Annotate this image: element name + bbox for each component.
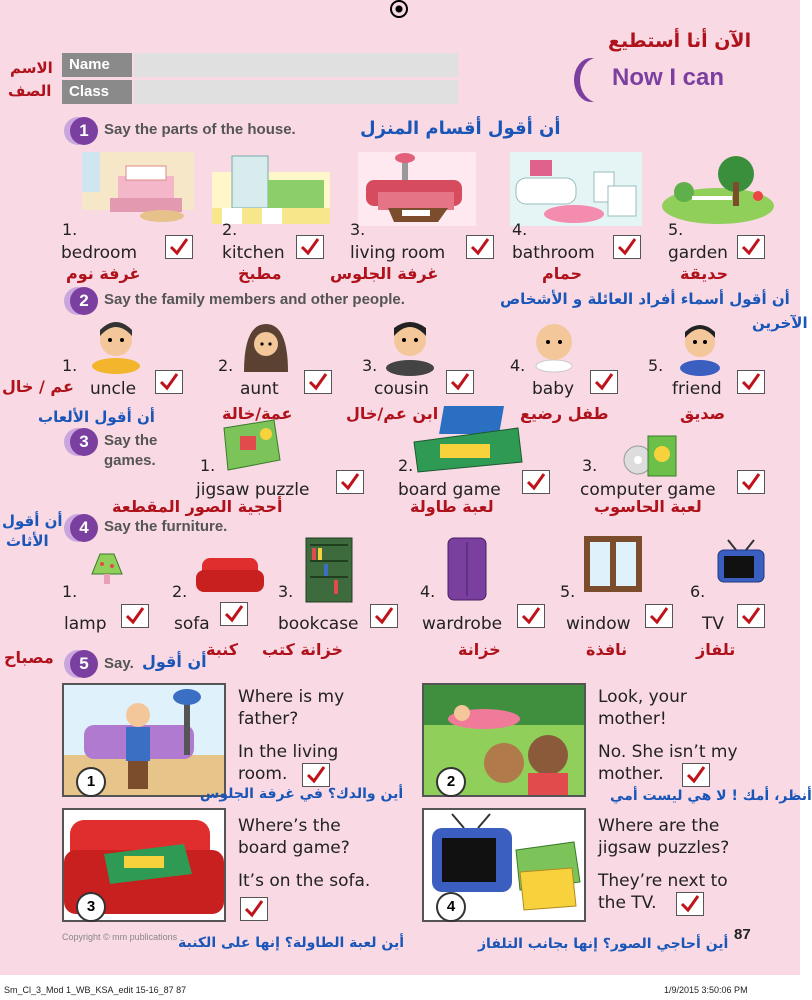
scene-3-picture [62,808,226,922]
scene-number: 3 [76,892,106,922]
board-game-picture [410,406,526,472]
checkbox[interactable] [590,370,618,394]
checkbox[interactable] [737,370,765,394]
checkmark-icon [686,765,706,783]
item-number: 3. [350,220,366,239]
lamp-picture [84,552,130,588]
checkmark-icon [169,237,189,255]
section-1-title-arabic: أن أقول أقسام المنزل [360,118,561,139]
print-filename: Sm_Cl_3_Mod 1_WB_KSA_edit 15-16_87 87 [4,985,187,995]
checkmark-icon [649,606,669,624]
dialogue-4-arabic: أين أحاجي الصور؟ إنها بجانب التلفاز [478,936,729,952]
aunt-picture [238,318,294,372]
arabic-cousin: ابن عم/خال [346,404,439,423]
dialogue-line: jigsaw puzzles? [598,838,730,858]
checkmark-icon [244,899,264,917]
item-number: 4. [420,582,436,601]
living-room-picture [358,152,476,226]
arabic-bookcase: خزانة كتب [262,640,344,659]
checkmark-icon [526,472,546,490]
word-friend: friend [672,379,722,399]
dialogue-line: the TV. [598,893,657,913]
section-1-title: Say the parts of the house. [104,121,296,138]
arabic-friend: صديق [680,404,726,423]
checkbox[interactable] [517,604,545,628]
checkmark-icon [159,372,179,390]
checkbox[interactable] [296,235,324,259]
arabic-baby: طفل رضيع [520,404,609,423]
dialogue-line: In the living [238,742,339,762]
scene-4-picture [422,808,586,922]
checkmark-icon [680,894,700,912]
dialogue-4-question [598,815,729,859]
word-tv: TV [702,614,725,634]
section-5-badge: 5 [70,650,98,678]
word-uncle: uncle [90,379,137,399]
dialogue-2-question [598,686,687,730]
item-number: 1. [62,582,78,601]
arabic-bedroom: غرفة نوم [66,264,141,283]
name-label: Name [69,56,110,73]
dialogue-4-answer [598,870,728,914]
item-number: 2. [218,356,234,375]
checkmark-icon [374,606,394,624]
section-3-title-line1: Say the [104,432,158,449]
dialogue-3-answer [238,870,370,892]
dialogue-line: room. [238,764,288,784]
word-board-game: board game [398,480,501,500]
arabic-uncle: عم / خال [2,377,74,396]
word-cousin: cousin [374,379,429,399]
page-number: 87 [734,926,751,943]
dialogue-line: father? [238,709,299,729]
scene-number: 2 [436,767,466,797]
word-computer-game: computer game [580,480,716,500]
wardrobe-picture [444,534,490,604]
checkbox[interactable] [645,604,673,628]
copyright-text: Copyright © mm publications [62,932,178,942]
item-number: 1. [62,356,78,375]
checkmark-icon [308,372,328,390]
checkbox[interactable] [737,470,765,494]
checkmark-icon [470,237,490,255]
checkmark-icon [306,765,326,783]
section-3-title [104,431,157,471]
checkmark-icon [521,606,541,624]
registration-mark-top [390,0,408,18]
checkmark-icon [300,237,320,255]
dialogue-line: No. She isn’t my [598,742,738,762]
arabic-living-room: غرفة الجلوس [330,264,439,283]
word-bookcase: bookcase [278,614,359,634]
checkbox[interactable] [302,763,330,787]
checkbox[interactable] [336,470,364,494]
class-label-bar [62,80,132,104]
name-label-arabic: الاسم [10,59,53,77]
checkmark-icon [450,372,470,390]
name-field[interactable] [134,53,458,77]
checkbox[interactable] [155,370,183,394]
uncle-picture [88,318,144,372]
checkmark-icon [617,237,637,255]
item-number: 4. [512,220,528,239]
checkbox[interactable] [446,370,474,394]
checkmark-icon [594,372,614,390]
item-number: 2. [398,456,414,475]
friend-picture [676,318,724,372]
baby-picture [530,320,580,370]
section-5-title: Say. [104,655,134,672]
checkbox[interactable] [737,235,765,259]
section-2-title-arabic: أن أقول أسماء أفراد العائلة و الأشخاص [500,290,790,308]
arabic-window: نافذة [586,640,628,659]
dialogue-line: It’s on the sofa. [238,871,371,891]
arabic-aunt: عمة/خالة [222,404,293,423]
checkbox[interactable] [304,370,332,394]
computer-game-picture [622,434,678,482]
section-4-title-arabic-1: أن أقول [2,512,63,530]
item-number: 5. [560,582,576,601]
item-number: 2. [222,220,238,239]
item-number: 5. [648,356,664,375]
dialogue-1-arabic: أين والدك؟ في غرفة الجلوس [200,786,404,802]
dialogue-2-arabic: أنظر، أمك ! لا هي ليست أمي [610,788,812,804]
arabic-computer-game: لعبة الحاسوب [594,497,702,516]
checkbox[interactable] [682,763,710,787]
bathroom-picture [510,152,642,226]
dialogue-line: Where is my [238,687,345,707]
arabic-board-game: لعبة طاولة [410,497,494,516]
tv-picture [716,540,768,586]
checkmark-icon [741,472,761,490]
bookcase-picture [304,536,354,604]
arabic-kitchen: مطبخ [238,264,282,283]
word-garden: garden [668,243,728,263]
section-4-title-arabic-2: الأثاث [6,532,49,550]
checkbox[interactable] [613,235,641,259]
item-number: 3. [278,582,294,601]
checkmark-icon [224,604,244,622]
word-aunt: aunt [240,379,279,399]
section-3-title-line2: games. [104,452,156,469]
class-label: Class [69,83,110,100]
dialogue-line: Look, your [598,687,687,707]
section-3-title-arabic: أن أقول الألعاب [38,408,155,426]
dialogue-line: mother. [598,764,664,784]
arabic-tv: تلفاز [696,640,736,659]
class-label-arabic: الصف [8,82,52,100]
checkbox[interactable] [220,602,248,626]
checkbox[interactable] [676,892,704,916]
print-date: 1/9/2015 3:50:06 PM [664,985,748,995]
arabic-wardrobe: خزانة [458,640,501,659]
item-number: 3. [362,356,378,375]
page-title-arabic: الآن أنا أستطيع [608,30,752,52]
word-bathroom: bathroom [512,243,595,263]
checkbox[interactable] [522,470,550,494]
garden-picture [662,152,774,222]
dialogue-line: mother! [598,709,667,729]
scene-number: 4 [436,892,466,922]
sofa-picture [194,556,266,596]
word-sofa: sofa [174,614,210,634]
page-title: Now I can [612,64,725,91]
scene-2-picture [422,683,586,797]
section-1-badge: 1 [70,117,98,145]
word-bedroom: bedroom [61,243,138,263]
arabic-lamp: مصباح [4,648,54,667]
jigsaw-puzzle-picture [218,418,282,472]
item-number: 4. [510,356,526,375]
checkmark-icon [125,606,145,624]
arabic-jigsaw-puzzle: أحجية الصور المقطعة [112,497,283,516]
section-5-title-arabic: أن أقول [142,652,207,671]
checkbox[interactable] [165,235,193,259]
word-wardrobe: wardrobe [422,614,503,634]
window-picture [582,534,644,594]
checkmark-icon [741,237,761,255]
dialogue-line: Where are the [598,816,720,836]
section-4-title: Say the furniture. [104,518,228,535]
dialogue-1-question [238,686,344,730]
section-3-badge: 3 [70,428,98,456]
checkbox[interactable] [466,235,494,259]
cousin-picture [382,318,438,372]
dialogue-2-answer [598,741,738,785]
checkbox[interactable] [240,897,268,921]
item-number: 6. [690,582,706,601]
arabic-garden: حديقة [680,264,728,283]
scene-1-picture [62,683,226,797]
word-window: window [566,614,631,634]
kitchen-picture [212,152,330,224]
section-2-title-arabic-2: الآخرين [752,314,808,332]
checkbox[interactable] [121,604,149,628]
word-baby: baby [532,379,575,399]
item-number: 1. [62,220,78,239]
checkmark-icon [741,606,761,624]
item-number: 3. [582,456,598,475]
moon-icon [580,58,614,102]
section-2-title: Say the family members and other people. [104,291,405,308]
dialogue-line: board game? [238,838,350,858]
item-number: 2. [172,582,188,601]
checkbox[interactable] [370,604,398,628]
dialogue-3-arabic: أين لعبة الطاولة؟ إنها على الكنبة [178,935,405,951]
word-jigsaw-puzzle: jigsaw puzzle [196,480,310,500]
scene-number: 1 [76,767,106,797]
checkmark-icon [340,472,360,490]
word-lamp: lamp [64,614,107,634]
dialogue-line: They’re next to [598,871,728,891]
name-label-bar [62,53,132,77]
class-field[interactable] [134,80,458,104]
dialogue-3-question [238,815,350,859]
checkbox[interactable] [737,604,765,628]
section-4-badge: 4 [70,514,98,542]
arabic-bathroom: حمام [542,264,582,283]
item-number: 1. [200,456,216,475]
item-number: 5. [668,220,684,239]
arabic-sofa: كنبة [206,640,239,659]
dialogue-line: Where’s the [238,816,341,836]
checkmark-icon [741,372,761,390]
word-kitchen: kitchen [222,243,285,263]
word-living-room: living room [350,243,446,263]
bedroom-picture [82,152,194,224]
section-2-badge: 2 [70,287,98,315]
